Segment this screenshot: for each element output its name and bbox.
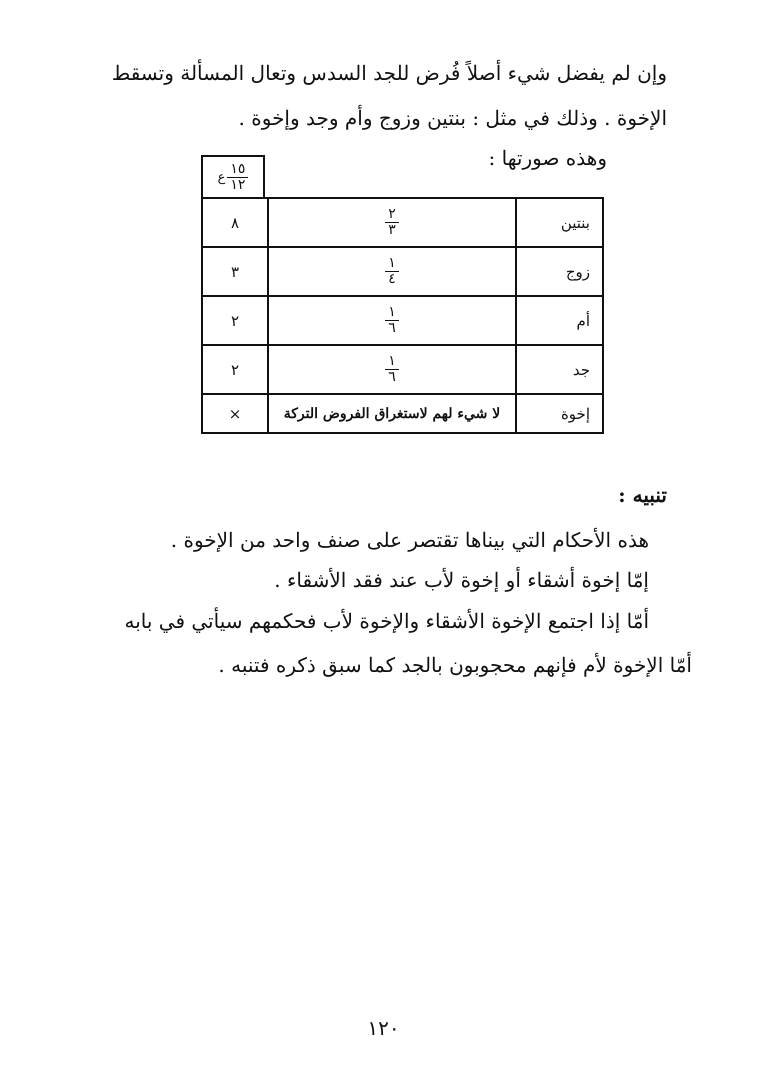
paragraph-line-3: وهذه صورتها : xyxy=(488,146,607,170)
share-denominator: ٣ xyxy=(388,222,396,238)
origin-prefix: ع xyxy=(217,169,226,185)
share-fraction xyxy=(385,305,399,336)
row-heir: بنتين xyxy=(516,198,603,247)
page-number: ١٢٠ xyxy=(367,1016,400,1040)
notice-line-4: أمّا الإخوة لأم فإنهم محجوبون بالجد كما سبق ذكره فتنبه . xyxy=(218,653,692,677)
share-fraction xyxy=(385,256,399,287)
share-fraction xyxy=(385,207,399,238)
table-origin-cell xyxy=(201,155,265,197)
table-row xyxy=(202,296,603,345)
row-heir: إخوة xyxy=(516,394,603,433)
row-share xyxy=(268,247,516,296)
table-row xyxy=(202,394,603,433)
table-row xyxy=(202,198,603,247)
row-heir: زوج xyxy=(516,247,603,296)
share-numerator: ٢ xyxy=(385,207,399,223)
row-heir: جد xyxy=(516,345,603,394)
origin-fraction xyxy=(227,162,248,193)
share-denominator: ٦ xyxy=(388,369,396,385)
paragraph-line-1: وإن لم يفضل شيء أصلاً فُرض للجد السدس وتعال المسألة وتسقط xyxy=(111,61,667,85)
notice-title: تنبيه : xyxy=(618,483,667,507)
row-note: لا شيء لهم لاستغراق الفروض التركة xyxy=(268,394,516,433)
row-value: × xyxy=(202,394,268,433)
row-share xyxy=(268,198,516,247)
origin-numerator: ١٥ xyxy=(227,162,248,178)
row-value: ٨ xyxy=(202,198,268,247)
share-numerator: ١ xyxy=(385,354,399,370)
row-value: ٣ xyxy=(202,247,268,296)
share-numerator: ١ xyxy=(385,256,399,272)
paragraph-line-2: الإخوة . وذلك في مثل : بنتين وزوج وأم وجد وإخوة . xyxy=(238,106,667,130)
origin-denominator: ١٢ xyxy=(230,176,246,193)
row-heir: أم xyxy=(516,296,603,345)
row-value: ٢ xyxy=(202,296,268,345)
share-numerator: ١ xyxy=(385,305,399,321)
table-row xyxy=(202,345,603,394)
notice-line-1: هذه الأحكام التي بيناها تقتصر على صنف واحد من الإخوة . xyxy=(170,528,649,552)
notice-line-3: أمّا إذا اجتمع الإخوة الأشقاء والإخوة لأب فحكمهم سيأتي في بابه xyxy=(124,609,649,633)
share-denominator: ٦ xyxy=(388,320,396,336)
row-share xyxy=(268,296,516,345)
table-row xyxy=(202,247,603,296)
share-fraction xyxy=(385,354,399,385)
notice-line-2: إمّا إخوة أشقاء أو إخوة لأب عند فقد الأشقاء . xyxy=(274,568,649,592)
row-share xyxy=(268,345,516,394)
inheritance-table xyxy=(201,197,604,434)
share-denominator: ٤ xyxy=(388,271,396,287)
row-value: ٢ xyxy=(202,345,268,394)
